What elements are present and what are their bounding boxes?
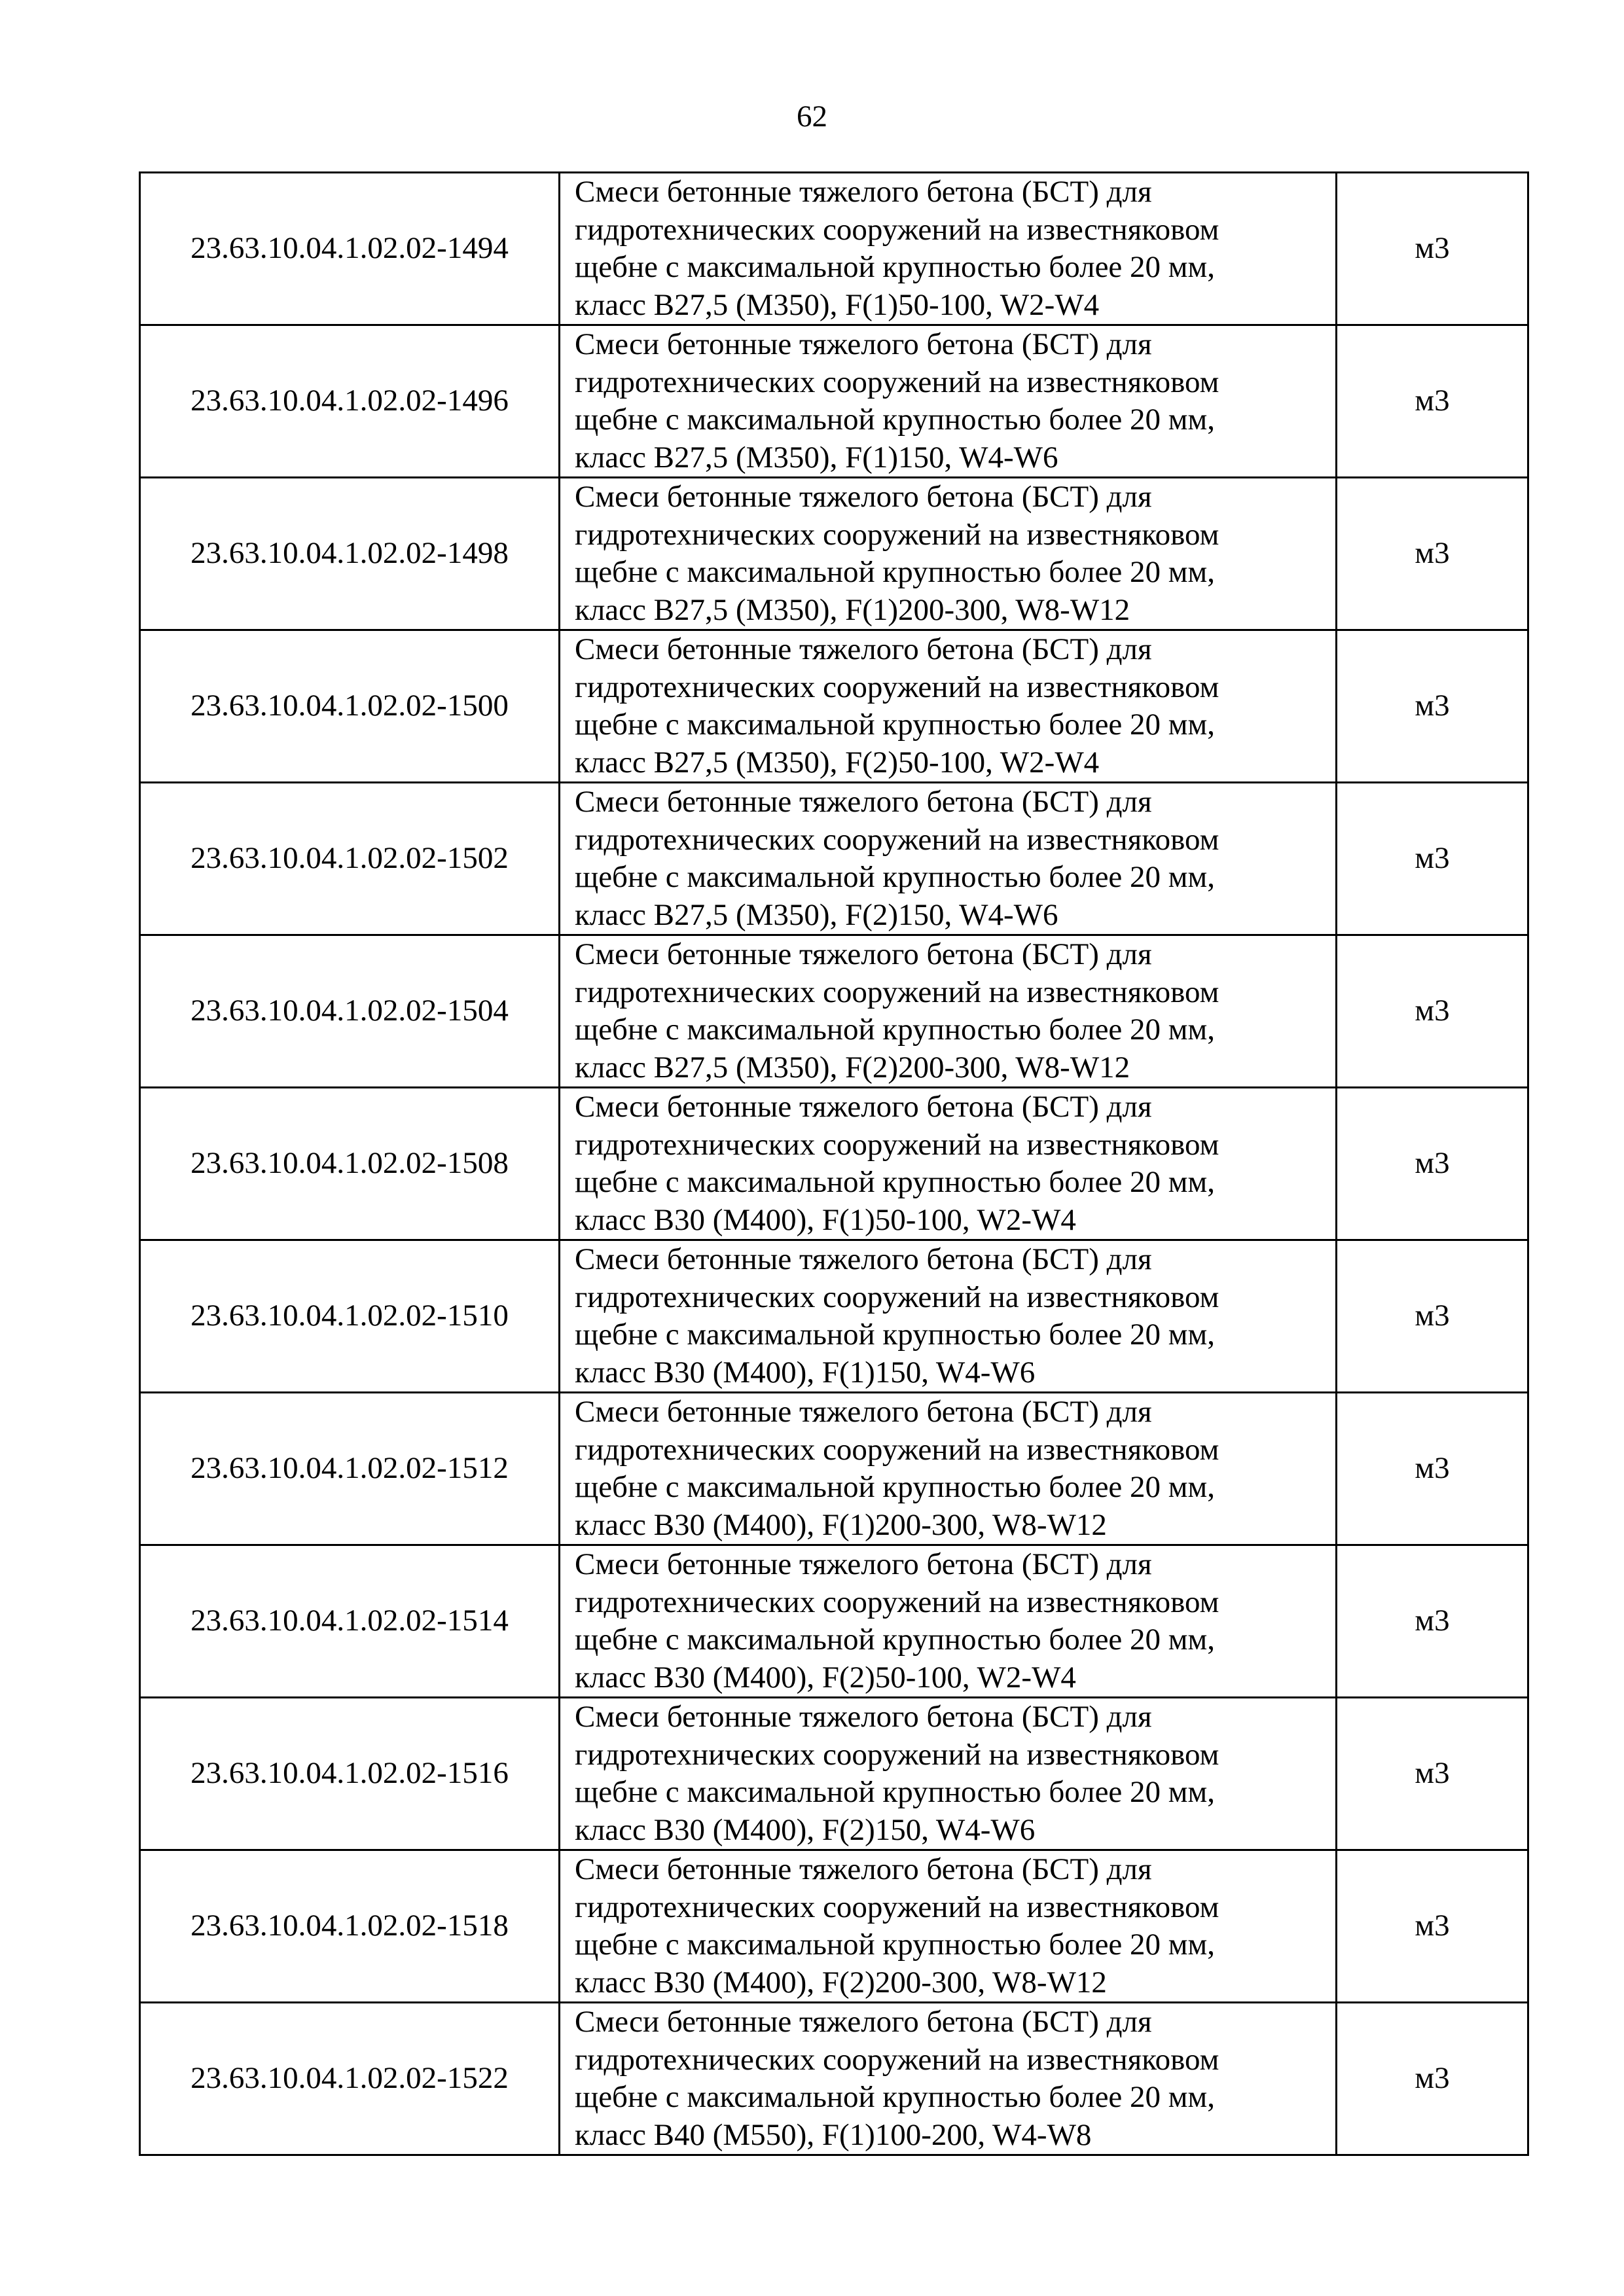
unit-cell: м3 <box>1337 325 1528 478</box>
resource-name-line: гидротехнических сооружений на известняковом <box>575 1890 1219 1924</box>
resource-name-line: щебне с максимальной крупностью более 20 мм, <box>575 1775 1216 1809</box>
resource-name-line: гидротехнических сооружений на известняковом <box>575 1280 1219 1314</box>
resource-name-line: класс В30 (М400), F(1)150, W4-W6 <box>575 1355 1036 1390</box>
resource-name-line: щебне с максимальной крупностью более 20 мм, <box>575 1013 1216 1047</box>
table-row <box>140 630 1528 783</box>
resource-name-line: гидротехнических сооружений на известняковом <box>575 1432 1219 1467</box>
resource-name-line: Смеси бетонные тяжелого бетона (БСТ) для <box>575 1852 1152 1886</box>
resource-code-cell: 23.63.10.04.1.02.02-1510 <box>140 1240 560 1393</box>
resource-name-line: щебне с максимальной крупностью более 20 мм, <box>575 555 1216 589</box>
resource-name-line: Смеси бетонные тяжелого бетона (БСТ) для <box>575 1700 1152 1734</box>
resource-name-cell <box>560 325 1337 478</box>
resource-name-line: класс В27,5 (М350), F(2)50-100, W2-W4 <box>575 745 1100 780</box>
resource-name-line: класс В30 (М400), F(1)50-100, W2-W4 <box>575 1202 1076 1237</box>
resource-name-cell <box>560 173 1337 325</box>
resource-name-line: класс В27,5 (М350), F(1)150, W4-W6 <box>575 440 1058 475</box>
resource-code-cell: 23.63.10.04.1.02.02-1500 <box>140 630 560 783</box>
resource-name-line: гидротехнических сооружений на известняковом <box>575 212 1219 247</box>
resource-name-line: щебне с максимальной крупностью более 20 мм, <box>575 250 1216 284</box>
resource-name-cell <box>560 935 1337 1088</box>
resource-name-line: класс В27,5 (М350), F(2)200-300, W8-W12 <box>575 1050 1130 1085</box>
resource-name-line: Смеси бетонные тяжелого бетона (БСТ) для <box>575 1242 1152 1276</box>
resource-code-cell: 23.63.10.04.1.02.02-1494 <box>140 173 560 325</box>
resource-name-line: Смеси бетонные тяжелого бетона (БСТ) для <box>575 2005 1152 2039</box>
resource-name-line: гидротехнических сооружений на известняковом <box>575 517 1219 552</box>
resource-name-line: щебне с максимальной крупностью более 20 мм, <box>575 860 1216 894</box>
resource-codes-table <box>139 171 1529 2156</box>
resource-code-cell: 23.63.10.04.1.02.02-1516 <box>140 1698 560 1850</box>
table-body <box>140 173 1528 2155</box>
resource-name-line: гидротехнических сооружений на известняковом <box>575 670 1219 704</box>
resource-code-cell: 23.63.10.04.1.02.02-1518 <box>140 1850 560 2003</box>
table-row <box>140 1088 1528 1240</box>
resource-code-cell: 23.63.10.04.1.02.02-1512 <box>140 1393 560 1545</box>
table-row <box>140 1698 1528 1850</box>
resource-name-line: класс В30 (М400), F(2)200-300, W8-W12 <box>575 1965 1107 2000</box>
resource-name-line: Смеси бетонные тяжелого бетона (БСТ) для <box>575 175 1152 209</box>
table-row <box>140 1393 1528 1545</box>
resource-name-line: класс В30 (М400), F(1)200-300, W8-W12 <box>575 1507 1107 1542</box>
unit-cell: м3 <box>1337 1545 1528 1698</box>
unit-cell: м3 <box>1337 478 1528 630</box>
resource-code-cell: 23.63.10.04.1.02.02-1502 <box>140 783 560 935</box>
resource-name-cell <box>560 1850 1337 2003</box>
resource-code-cell: 23.63.10.04.1.02.02-1514 <box>140 1545 560 1698</box>
resource-name-cell <box>560 1088 1337 1240</box>
resource-name-line: класс В40 (М550), F(1)100-200, W4-W8 <box>575 2117 1092 2152</box>
resource-code-cell: 23.63.10.04.1.02.02-1508 <box>140 1088 560 1240</box>
resource-name-cell <box>560 630 1337 783</box>
resource-name-cell <box>560 2003 1337 2155</box>
resource-name-line: класс В30 (М400), F(2)150, W4-W6 <box>575 1812 1036 1847</box>
resource-name-line: Смеси бетонные тяжелого бетона (БСТ) для <box>575 1547 1152 1581</box>
resource-code-cell: 23.63.10.04.1.02.02-1522 <box>140 2003 560 2155</box>
resource-name-line: щебне с максимальной крупностью более 20 мм, <box>575 708 1216 742</box>
resource-name-line: Смеси бетонные тяжелого бетона (БСТ) для <box>575 1395 1152 1429</box>
unit-cell: м3 <box>1337 630 1528 783</box>
unit-cell: м3 <box>1337 783 1528 935</box>
resource-name-line: гидротехнических сооружений на известняковом <box>575 822 1219 857</box>
resource-name-line: щебне с максимальной крупностью более 20 мм, <box>575 403 1216 437</box>
unit-cell: м3 <box>1337 173 1528 325</box>
unit-cell: м3 <box>1337 1240 1528 1393</box>
resource-name-cell <box>560 783 1337 935</box>
resource-name-line: гидротехнических сооружений на известняковом <box>575 1737 1219 1772</box>
resource-name-line: класс В27,5 (М350), F(1)200-300, W8-W12 <box>575 592 1130 627</box>
resource-name-line: Смеси бетонные тяжелого бетона (БСТ) для <box>575 480 1152 514</box>
table-row <box>140 935 1528 1088</box>
resource-name-line: гидротехнических сооружений на известняковом <box>575 975 1219 1009</box>
resource-name-line: класс В27,5 (М350), F(1)50-100, W2-W4 <box>575 287 1100 322</box>
table-row <box>140 1850 1528 2003</box>
resource-name-line: Смеси бетонные тяжелого бетона (БСТ) для <box>575 1090 1152 1124</box>
resource-name-line: щебне с максимальной крупностью более 20 мм, <box>575 1470 1216 1504</box>
unit-cell: м3 <box>1337 1698 1528 1850</box>
table-row <box>140 1545 1528 1698</box>
resource-name-line: щебне с максимальной крупностью более 20 мм, <box>575 1318 1216 1352</box>
resource-code-cell: 23.63.10.04.1.02.02-1498 <box>140 478 560 630</box>
unit-cell: м3 <box>1337 1088 1528 1240</box>
table-row <box>140 478 1528 630</box>
resource-name-line: Смеси бетонные тяжелого бетона (БСТ) для <box>575 937 1152 971</box>
resource-name-line: щебне с максимальной крупностью более 20 мм, <box>575 1623 1216 1657</box>
unit-cell: м3 <box>1337 2003 1528 2155</box>
resource-name-cell <box>560 478 1337 630</box>
resource-name-line: класс В27,5 (М350), F(2)150, W4-W6 <box>575 897 1058 932</box>
resource-name-line: гидротехнических сооружений на известняковом <box>575 365 1219 399</box>
unit-cell: м3 <box>1337 1393 1528 1545</box>
resource-code-cell: 23.63.10.04.1.02.02-1504 <box>140 935 560 1088</box>
resource-name-line: Смеси бетонные тяжелого бетона (БСТ) для <box>575 632 1152 666</box>
resource-name-line: Смеси бетонные тяжелого бетона (БСТ) для <box>575 785 1152 819</box>
resource-name-line: щебне с максимальной крупностью более 20 мм, <box>575 1165 1216 1199</box>
resource-name-cell <box>560 1698 1337 1850</box>
resource-name-cell <box>560 1393 1337 1545</box>
resource-name-line: класс В30 (М400), F(2)50-100, W2-W4 <box>575 1660 1076 1695</box>
table-row <box>140 783 1528 935</box>
table-row <box>140 325 1528 478</box>
resource-name-cell <box>560 1545 1337 1698</box>
table-row <box>140 1240 1528 1393</box>
resource-code-cell: 23.63.10.04.1.02.02-1496 <box>140 325 560 478</box>
table-row <box>140 173 1528 325</box>
page-number: 62 <box>797 99 827 134</box>
resource-name-line: щебне с максимальной крупностью более 20 мм, <box>575 2080 1216 2114</box>
resource-name-line: Смеси бетонные тяжелого бетона (БСТ) для <box>575 327 1152 361</box>
resource-name-line: гидротехнических сооружений на известняковом <box>575 2042 1219 2077</box>
resource-name-cell <box>560 1240 1337 1393</box>
resource-name-line: гидротехнических сооружений на известняковом <box>575 1127 1219 1162</box>
unit-cell: м3 <box>1337 935 1528 1088</box>
unit-cell: м3 <box>1337 1850 1528 2003</box>
resource-name-line: щебне с максимальной крупностью более 20 мм, <box>575 1928 1216 1962</box>
resource-name-line: гидротехнических сооружений на известняковом <box>575 1585 1219 1619</box>
table-row <box>140 2003 1528 2155</box>
